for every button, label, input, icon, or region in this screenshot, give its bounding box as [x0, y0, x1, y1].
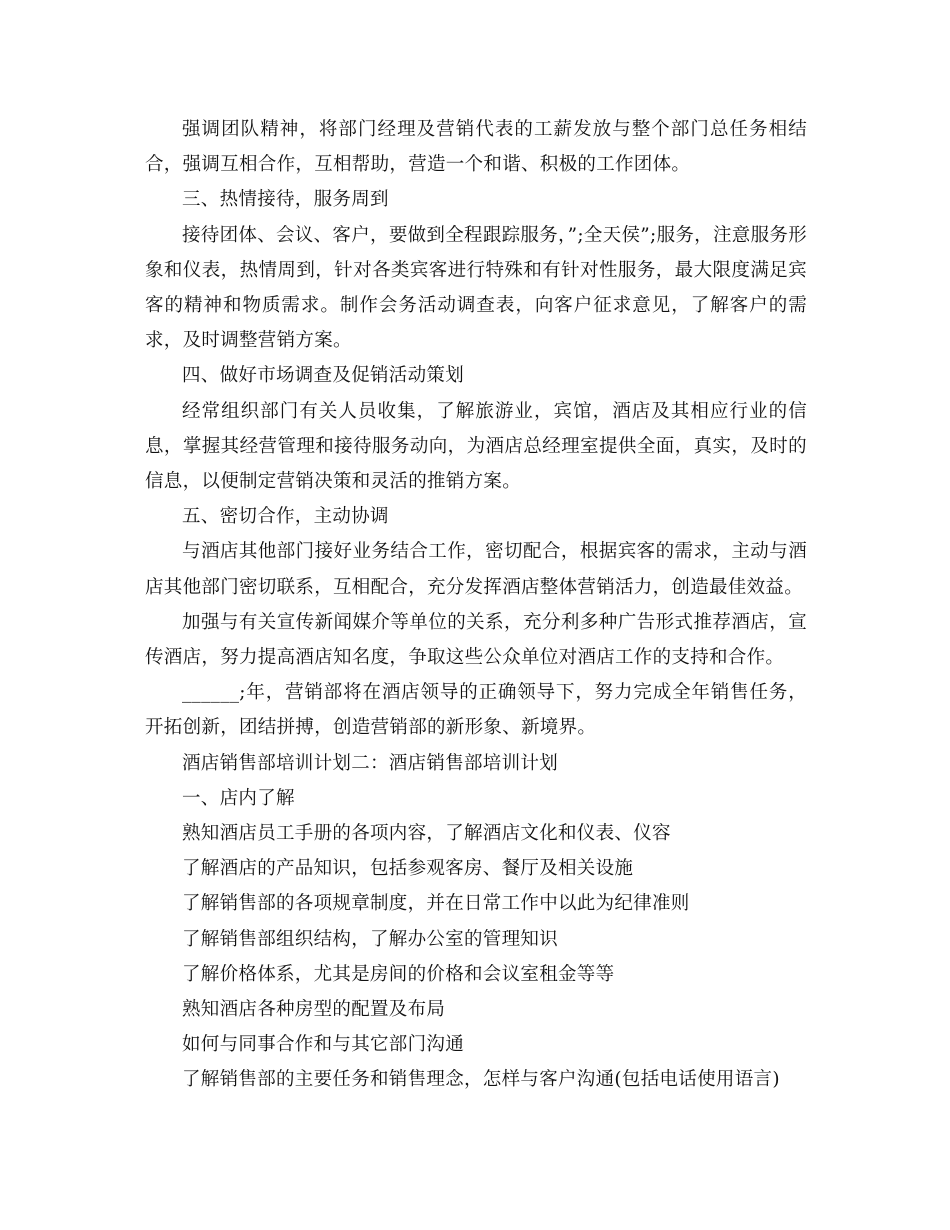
list-item: 如何与同事合作和与其它部门沟通	[182, 1034, 465, 1056]
paragraph-media-relations: 加强与有关宣传新闻媒介等单位的关系，充分利多种广告形式推荐酒店，宣传酒店，努力提高酒店知名度，争取这些公众单位对酒店工作的支持和合作。	[145, 611, 807, 669]
paragraph-annual-goal: ______;年，营销部将在酒店领导的正确领导下，努力完成全年销售任务，开拓创新，团结拼搏，创造营销部的新形象、新境界。	[145, 682, 807, 739]
paragraph-market-research: 经常组织部门有关人员收集，了解旅游业，宾馆，酒店及其相应行业的信息，掌握其经营管理和接待服务动向，为酒店总经理室提供全面，真实，及时的信息，以便制定营销决策和灵活的推销方案。	[145, 400, 807, 493]
section-heading-reception: 三、热情接待，服务周到	[182, 189, 389, 211]
list-item: 了解销售部组织结构，了解办公室的管理知识	[182, 928, 559, 950]
paragraph-reception: 接待团体、会议、客户，要做到全程跟踪服务，”;全天侯”;服务，注意服务形象和仪表，热情周到，针对各类宾客进行特殊和有针对性服务，最大限度满足宾客的精神和物质需求。制作会务活动调查表，向客户征求意见，了解客户的需求，及时调整营销方案。	[145, 224, 807, 352]
paragraph-team-spirit: 强调团队精神，将部门经理及营销代表的工薪发放与整个部门总任务相结合，强调互相合作，互相帮助，营造一个和谐、积极的工作团体。	[145, 119, 807, 176]
document-body	[145, 112, 807, 1098]
list-item: 了解价格体系，尤其是房间的价格和会议室租金等等	[182, 963, 615, 985]
list-item: 了解销售部的主要任务和销售理念，怎样与客户沟通(包括电话使用语言)	[182, 1069, 780, 1091]
section-heading-cooperation: 五、密切合作，主动协调	[182, 506, 389, 528]
paragraph-cooperation: 与酒店其他部门接好业务结合工作，密切配合，根据宾客的需求，主动与酒店其他部门密切联系，互相配合，充分发挥酒店整体营销活力，创造最佳效益。	[145, 541, 807, 598]
training-plan-title: 酒店销售部培训计划二：酒店销售部培训计划	[182, 752, 559, 774]
list-item: 熟知酒店各种房型的配置及布局	[182, 999, 446, 1021]
list-item: 了解销售部的各项规章制度，并在日常工作中以此为纪律准则	[182, 893, 690, 915]
section-heading-market-research: 四、做好市场调查及促销活动策划	[182, 365, 465, 387]
list-item: 了解酒店的产品知识，包括参观客房、餐厅及相关设施	[182, 858, 634, 880]
section-heading-in-store: 一、店内了解	[182, 787, 295, 809]
list-item: 熟知酒店员工手册的各项内容，了解酒店文化和仪表、仪容	[182, 823, 671, 845]
